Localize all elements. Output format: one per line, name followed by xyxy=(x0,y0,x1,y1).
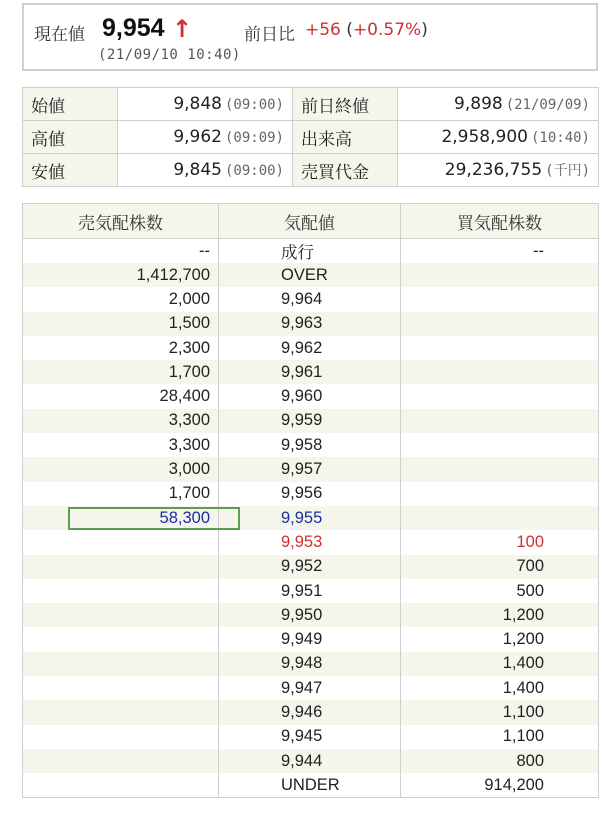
order-book-row xyxy=(23,287,599,311)
bid-volume-header: 買気配株数 xyxy=(401,204,599,239)
ask-volume xyxy=(23,700,219,724)
summary-key: 安値 xyxy=(23,154,118,187)
order-book-row xyxy=(23,725,599,749)
summary-number: 29,236,755 xyxy=(444,160,543,180)
quote-price: 9,962 xyxy=(219,336,401,360)
quote-price-header: 気配値 xyxy=(219,204,401,239)
ask-volume xyxy=(23,749,219,773)
ask-volume: 1,700 xyxy=(23,360,219,384)
order-book-row xyxy=(23,263,599,287)
price-change: +56 (+0.57%) xyxy=(305,20,428,40)
ask-volume: 2,000 xyxy=(23,287,219,311)
summary-number: 9,898 xyxy=(454,94,503,114)
order-book-row xyxy=(23,627,599,651)
summary-time: (09:09) xyxy=(224,130,284,146)
ask-volume xyxy=(23,530,219,554)
ask-volume xyxy=(23,725,219,749)
summary-value xyxy=(398,121,599,154)
order-book-row xyxy=(23,482,599,506)
ask-volume: 1,412,700 xyxy=(23,263,219,287)
order-book-row xyxy=(23,506,599,530)
quote-price: 9,955 xyxy=(219,506,401,530)
current-price-label: 現在値 xyxy=(34,25,85,45)
order-book-row xyxy=(23,773,599,797)
summary-number: 9,962 xyxy=(173,127,222,147)
quote-price: 9,964 xyxy=(219,287,401,311)
order-book-row xyxy=(23,312,599,336)
quote-price: 9,956 xyxy=(219,482,401,506)
bid-volume: 700 xyxy=(401,555,599,579)
up-arrow-icon: ↑ xyxy=(172,15,193,43)
quote-price: 9,957 xyxy=(219,457,401,481)
summary-time: (10:40) xyxy=(530,130,590,146)
order-book-row xyxy=(23,457,599,481)
quote-price: 9,948 xyxy=(219,652,401,676)
bid-volume xyxy=(401,336,599,360)
quote-price: 9,946 xyxy=(219,700,401,724)
price-summary-box xyxy=(22,3,598,71)
order-book-row xyxy=(23,409,599,433)
ask-volume xyxy=(23,579,219,603)
ask-volume: 1,500 xyxy=(23,312,219,336)
bid-volume xyxy=(401,287,599,311)
ask-volume: 58,300 xyxy=(23,506,219,530)
summary-number: 9,845 xyxy=(173,160,222,180)
quote-price: 9,953 xyxy=(219,530,401,554)
bid-volume: 100 xyxy=(401,530,599,554)
summary-time: (09:00) xyxy=(224,163,284,179)
order-book-row xyxy=(23,603,599,627)
summary-time: (09:00) xyxy=(224,97,284,113)
ask-volume xyxy=(23,652,219,676)
summary-time: (21/09/09) xyxy=(505,97,590,113)
bid-volume: -- xyxy=(401,239,599,264)
quote-price: OVER xyxy=(219,263,401,287)
summary-time: (千円) xyxy=(545,163,590,179)
ask-volume: 1,700 xyxy=(23,482,219,506)
summary-key: 始値 xyxy=(23,88,118,121)
ask-volume xyxy=(23,676,219,700)
quote-price: 9,961 xyxy=(219,360,401,384)
order-book-header xyxy=(23,204,599,239)
ask-volume xyxy=(23,773,219,797)
change-value: +56 xyxy=(305,20,341,40)
summary-key: 売買代金 xyxy=(293,154,398,187)
summary-key: 前日終値 xyxy=(293,88,398,121)
summary-number: 2,958,900 xyxy=(441,127,528,147)
summary-key: 高値 xyxy=(23,121,118,154)
summary-number: 9,848 xyxy=(173,94,222,114)
quote-price: 9,951 xyxy=(219,579,401,603)
quote-price: UNDER xyxy=(219,773,401,797)
ask-volume: -- xyxy=(23,239,219,264)
summary-value xyxy=(398,88,599,121)
quote-price: 9,949 xyxy=(219,627,401,651)
order-book-row xyxy=(23,384,599,408)
price-summary-table xyxy=(22,87,599,187)
order-book-row xyxy=(23,433,599,457)
bid-volume xyxy=(401,263,599,287)
bid-volume xyxy=(401,360,599,384)
prev-compare-label: 前日比 xyxy=(244,25,295,45)
order-book-row xyxy=(23,239,599,264)
order-book-row xyxy=(23,749,599,773)
ask-volume: 2,300 xyxy=(23,336,219,360)
order-book-row xyxy=(23,579,599,603)
bid-volume: 800 xyxy=(401,749,599,773)
bid-volume xyxy=(401,482,599,506)
summary-row xyxy=(23,121,599,154)
bid-volume: 1,100 xyxy=(401,700,599,724)
bid-volume xyxy=(401,409,599,433)
quote-price: 9,960 xyxy=(219,384,401,408)
bid-volume: 1,100 xyxy=(401,725,599,749)
order-book-row xyxy=(23,555,599,579)
quote-price: 9,959 xyxy=(219,409,401,433)
order-book-row xyxy=(23,530,599,554)
order-book-row xyxy=(23,360,599,384)
bid-volume: 500 xyxy=(401,579,599,603)
ask-volume xyxy=(23,555,219,579)
ask-volume xyxy=(23,627,219,651)
order-book-row xyxy=(23,700,599,724)
quote-price: 9,944 xyxy=(219,749,401,773)
order-book-row xyxy=(23,336,599,360)
ask-volume: 3,000 xyxy=(23,457,219,481)
summary-value xyxy=(118,154,293,187)
current-price: 9,954 xyxy=(102,14,165,42)
order-book-table xyxy=(22,203,599,798)
summary-key: 出来高 xyxy=(293,121,398,154)
bid-volume xyxy=(401,433,599,457)
ask-volume xyxy=(23,603,219,627)
bid-volume: 1,200 xyxy=(401,603,599,627)
quote-price: 9,945 xyxy=(219,725,401,749)
quote-price: 9,947 xyxy=(219,676,401,700)
bid-volume xyxy=(401,312,599,336)
quote-price: 9,950 xyxy=(219,603,401,627)
quote-price: 9,963 xyxy=(219,312,401,336)
summary-row xyxy=(23,154,599,187)
quote-price: 9,958 xyxy=(219,433,401,457)
quote-price: 9,952 xyxy=(219,555,401,579)
bid-volume: 1,400 xyxy=(401,676,599,700)
bid-volume: 1,400 xyxy=(401,652,599,676)
summary-value xyxy=(118,121,293,154)
change-percent: +0.57% xyxy=(352,20,422,40)
ask-volume-header: 売気配株数 xyxy=(23,204,219,239)
best-ask-highlight xyxy=(68,507,240,530)
order-book-row xyxy=(23,676,599,700)
summary-value xyxy=(398,154,599,187)
quote-price: 成行 xyxy=(219,239,401,264)
summary-value xyxy=(118,88,293,121)
quote-timestamp: (21/09/10 10:40) xyxy=(98,47,241,63)
bid-volume: 1,200 xyxy=(401,627,599,651)
order-book-row xyxy=(23,652,599,676)
summary-row xyxy=(23,88,599,121)
bid-volume: 914,200 xyxy=(401,773,599,797)
bid-volume xyxy=(401,506,599,530)
ask-volume: 28,400 xyxy=(23,384,219,408)
bid-volume xyxy=(401,457,599,481)
ask-volume: 3,300 xyxy=(23,409,219,433)
bid-volume xyxy=(401,384,599,408)
ask-volume: 3,300 xyxy=(23,433,219,457)
